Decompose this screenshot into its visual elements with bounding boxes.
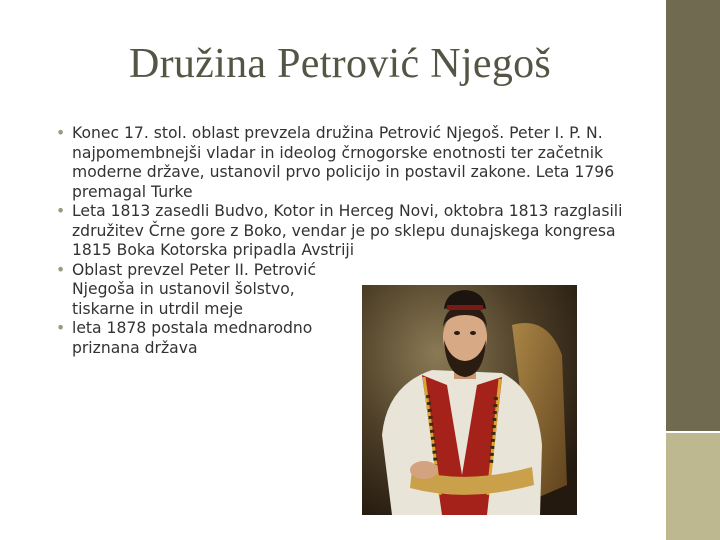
bullet-dot: • [56, 124, 66, 142]
bullet-item-4 [56, 319, 322, 358]
bullet-item-2 [56, 202, 656, 261]
eye-left [454, 331, 460, 335]
bullet-item-3 [56, 261, 322, 320]
slide-title: Družina Petrović Njegoš [128, 41, 552, 87]
sidebar-separator [666, 431, 720, 433]
hand-shape [410, 461, 438, 479]
sidebar-light-band [666, 433, 720, 540]
eye-right [470, 331, 476, 335]
portrait-painting-icon [362, 285, 577, 515]
cap-band [447, 305, 483, 310]
bullet-text-1: Konec 17. stol. oblast prevzela družina Petrović Njegoš. Peter I. P. N. najpomembnejši vladar in ideolog črnogorske enotnosti ter začetnik moderne države, ustanovil prvo policijo in postavil zakone. Leta 1796 premagal Turke [72, 124, 615, 201]
bullet-text-2: Leta 1813 zasedli Budvo, Kotor in Herceg Novi, oktobra 1813 razglasili združitev Črne gore z Boko, vendar je po sklepu dunajskega kongresa 1815 Boka Kotorska pripadla Avstriji [72, 202, 623, 259]
bullet-text-4: leta 1878 postala mednarodno priznana država [72, 319, 313, 357]
bullet-dot: • [56, 319, 66, 337]
bullet-item-1 [56, 124, 656, 202]
bullet-dot: • [56, 202, 66, 220]
bullet-dot: • [56, 260, 66, 279]
bullet-text-3: Oblast prevzel Peter II. Petrović Njegoša in ustanovil šolstvo, tiskarne in utrdil meje [72, 260, 317, 318]
